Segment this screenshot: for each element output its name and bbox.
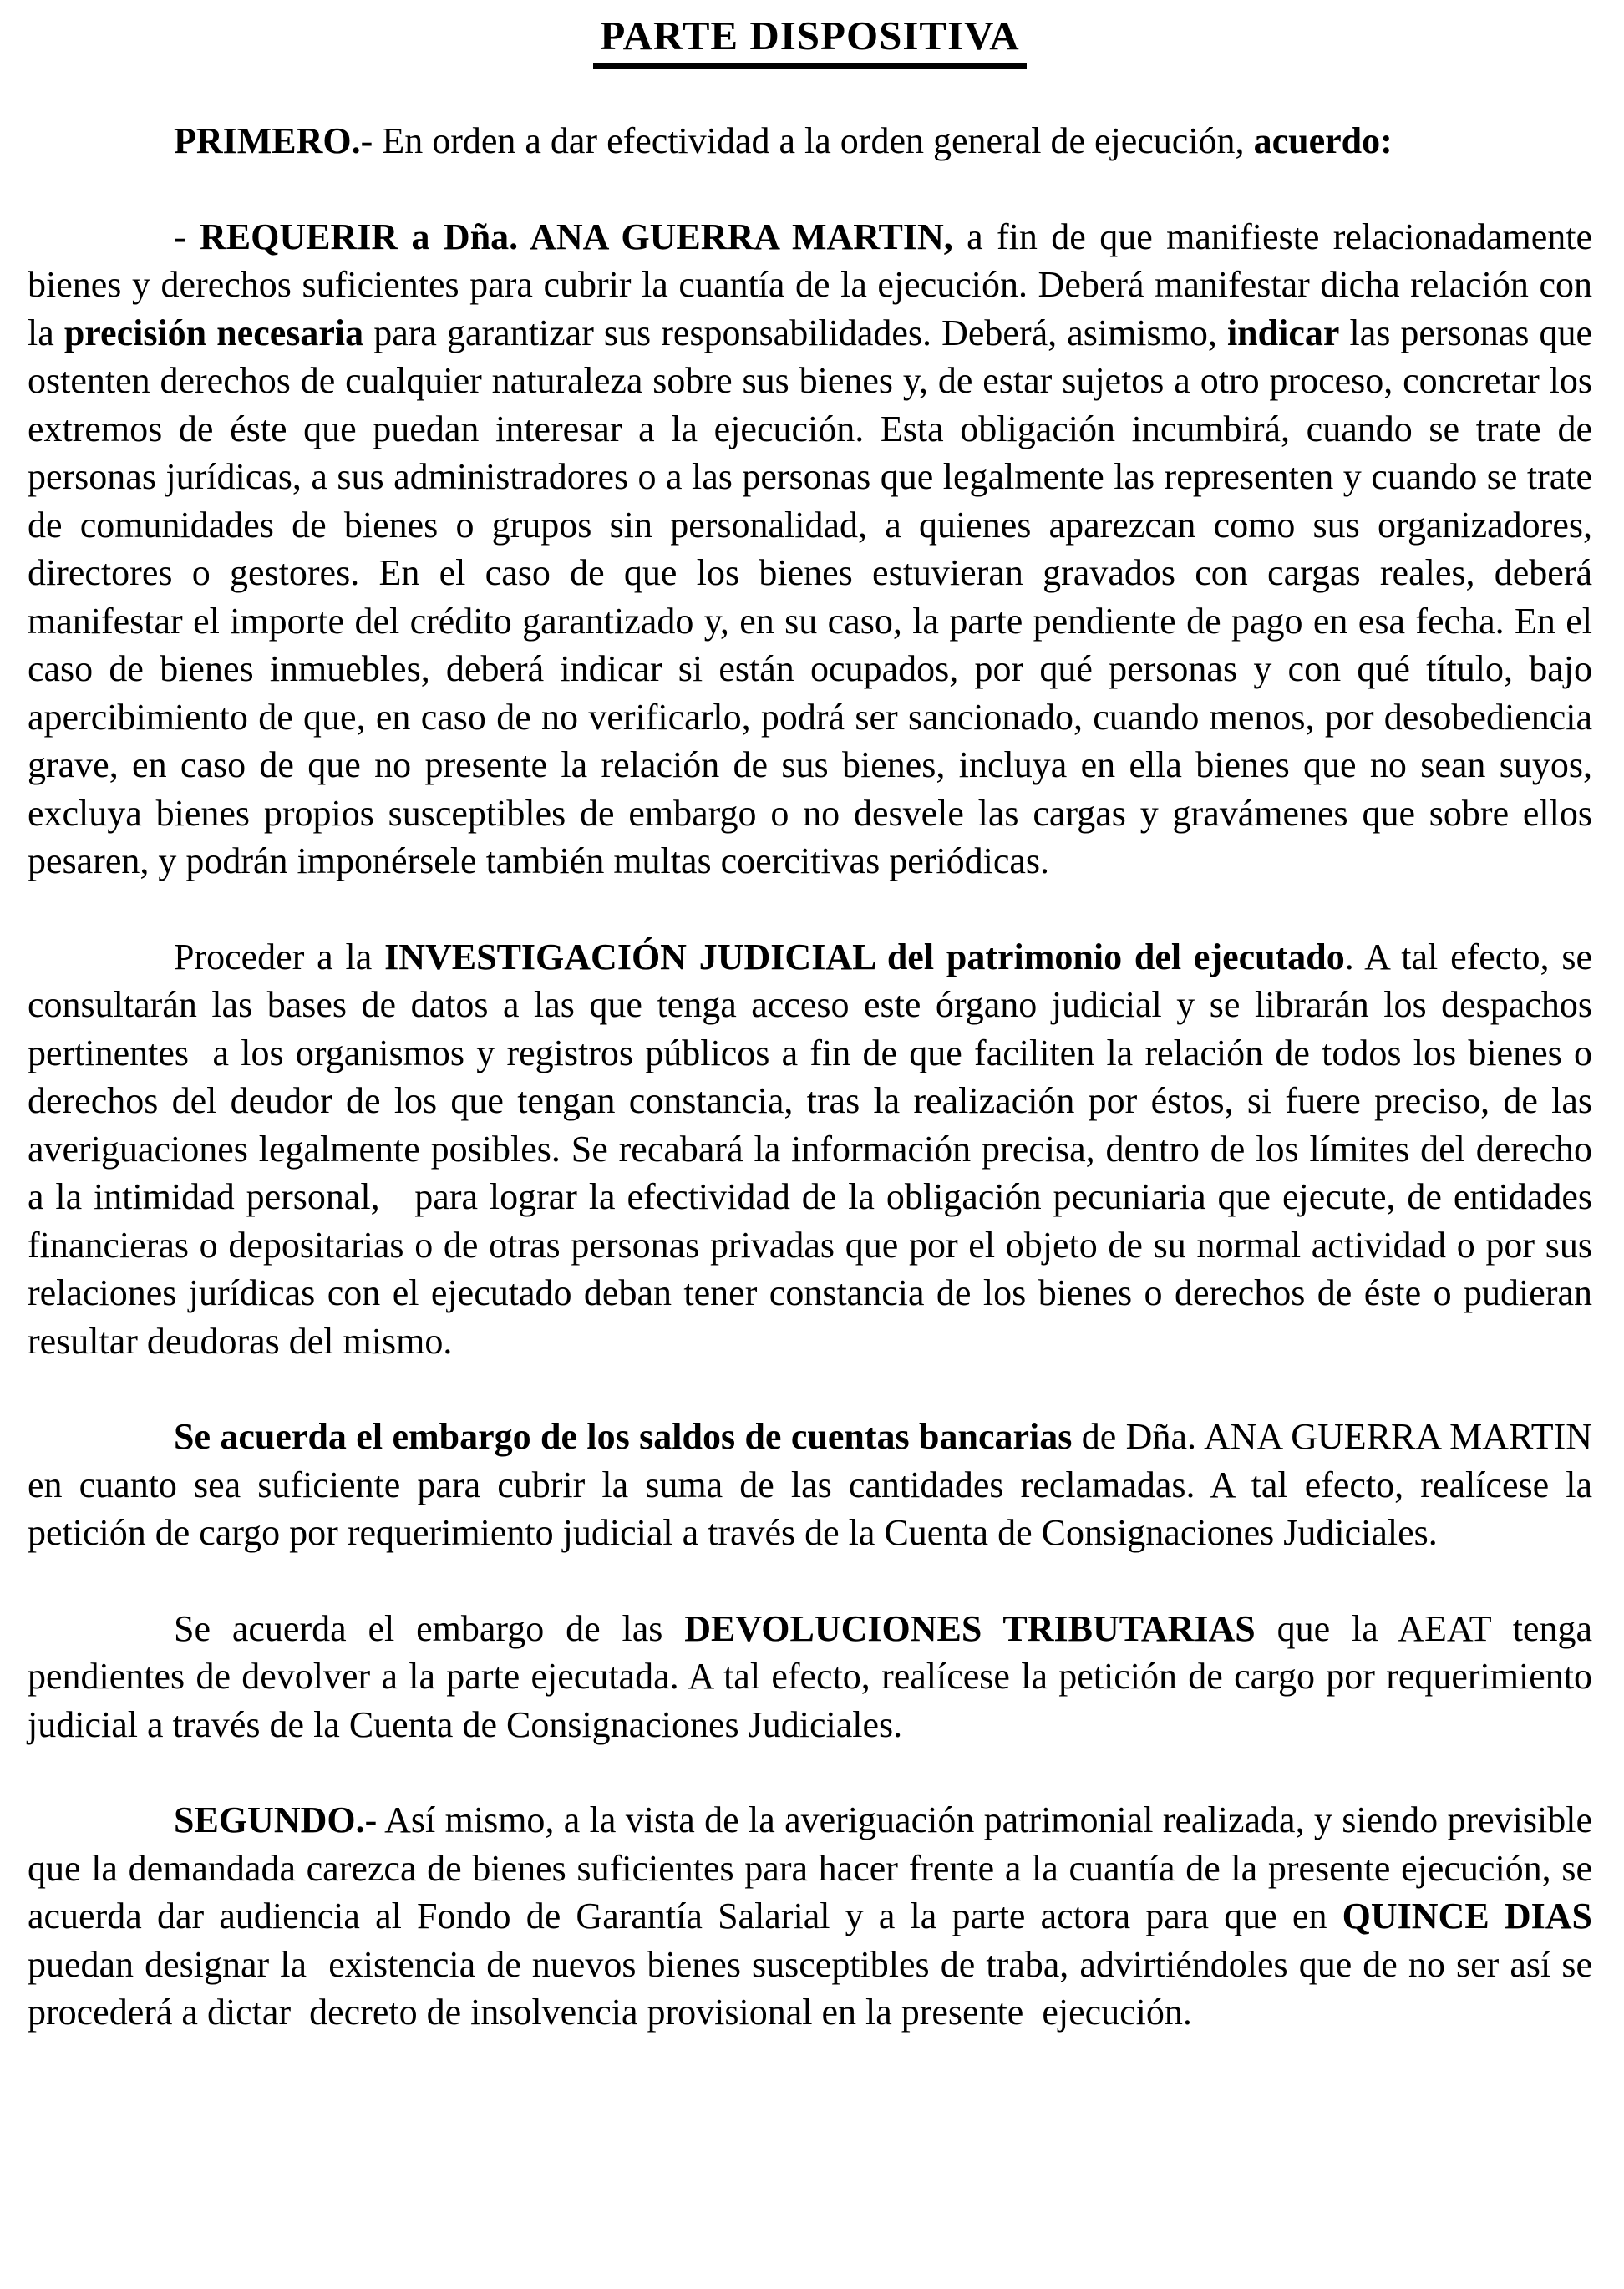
text-segment: de Dña. ANA GUERRA MARTIN en cuanto sea suficiente para cubrir la suma de las cantidades reclamadas. A tal efecto, realícese la petición de cargo por requerimiento judicial a través de la Cuenta de Consignaciones Judiciales. [28, 1416, 1601, 1553]
text-segment: Proceder a la [174, 936, 385, 977]
requerir-paragraph [28, 213, 1601, 886]
text-segment: INVESTIGACIÓN JUDICIAL del patrimonio del ejecutado [384, 936, 1345, 977]
text-segment: acuerdo: [1253, 120, 1393, 161]
text-segment: indicar [1226, 312, 1340, 353]
document-title [28, 12, 1592, 69]
text-segment: - REQUERIR a Dña. ANA GUERRA MARTIN, [174, 216, 953, 257]
text-segment: precisión necesaria [63, 312, 364, 353]
text-segment: puedan designar la existencia de nuevos bienes susceptibles de traba, advirtiéndoles que de no ser así se procederá a dictar decreto de insolvencia provisional en la presente ejecución. [28, 1896, 1601, 2033]
text-segment: Se acuerda el embargo de los saldos de cuentas bancarias [174, 1416, 1073, 1457]
text-segment: a fin de que manifieste relacionadamente bienes y derechos suficientes para cubrir la cuantía de la ejecución. Deberá manifestar dicha relación con la [28, 216, 1601, 353]
text-segment: SEGUNDO.- [174, 1799, 378, 1840]
segundo-paragraph [28, 1796, 1601, 2037]
text-segment: Así mismo, a la vista de la averiguación patrimonial realizada, y siendo previsible que la demandada carezca de bienes suficientes para hacer frente a la cuantía de la presente ejecución, se acuerda dar audiencia al Fondo de Garantía Salarial y a la parte actora para que en [28, 1799, 1601, 1936]
embargo-devoluciones-paragraph [28, 1605, 1601, 1749]
text-segment: que la AEAT tenga pendientes de devolver a la parte ejecutada. A tal efecto, realícese la petición de cargo por requerimiento judicial a través de la Cuenta de Consignaciones Judiciales. [28, 1607, 1601, 1745]
text-segment: . A tal efecto, se consultarán las bases de datos a las que tenga acceso este órgano judicial y se librarán los despachos pertinentes a los organismos y registros públicos a fin de que faciliten la relación de todos los bienes o derechos del deudor de los que tengan constancia, tras la realización por éstos, si fuere preciso, de las averiguaciones legalmente posibles. Se recabará la información precisa, dentro de los límites del derecho a la intimidad personal, para lograr la efectividad de la obligación pecuniaria que ejecute, de entidades financieras o depositarias o de otras personas privadas que por el objeto de su normal actividad o por sus relaciones jurídicas con el ejecutado deban tener constancia de los bienes o derechos de éste o pudieran resultar deudoras del mismo. [28, 936, 1602, 1362]
text-segment: QUINCE DIAS [1342, 1896, 1592, 1936]
investigacion-paragraph [28, 933, 1602, 1366]
document-body [28, 117, 1602, 2037]
text-segment: En orden a dar efectividad a la orden general de ejecución, [373, 120, 1254, 161]
text-segment: PRIMERO.- [174, 120, 373, 161]
text-segment: para garantizar sus responsabilidades. Deberá, asimismo, [363, 312, 1227, 353]
document-title-text: PARTE DISPOSITIVA [593, 12, 1026, 69]
text-segment: DEVOLUCIONES TRIBUTARIAS [684, 1607, 1256, 1649]
text-segment: las personas que ostenten derechos de cualquier naturaleza sobre sus bienes y, de estar sujetos a otro proceso, concretar los extremos de éste que puedan interesar a la ejecución. Esta obligación incumbirá, cuando se trate de personas jurídicas, a sus administradores o a las personas que legalmente las representen y cuando se trate de comunidades de bienes o grupos sin personalidad, a quienes aparezcan como sus organizadores, directores o gestores. En el caso de que los bienes estuvieran gravados con cargas reales, deberá manifestar el importe del crédito garantizado y, en su caso, la parte pendiente de pago en esa fecha. En el caso de bienes inmuebles, deberá indicar si están ocupados, por qué personas y con qué título, bajo apercibimiento de que, en caso de no verificarlo, podrá ser sancionado, cuando menos, por desobediencia grave, en caso de que no presente la relación de sus bienes, incluya en ella bienes que no sean suyos, excluya bienes propios susceptibles de embargo o no desvele las cargas y gravámenes que sobre ellos pesaren, y podrán imponérsele también multas coercitivas periódicas. [28, 312, 1601, 881]
text-segment: Se acuerda el embargo de las [174, 1607, 685, 1649]
primero-heading [28, 117, 1592, 165]
embargo-saldos-paragraph [28, 1413, 1601, 1557]
